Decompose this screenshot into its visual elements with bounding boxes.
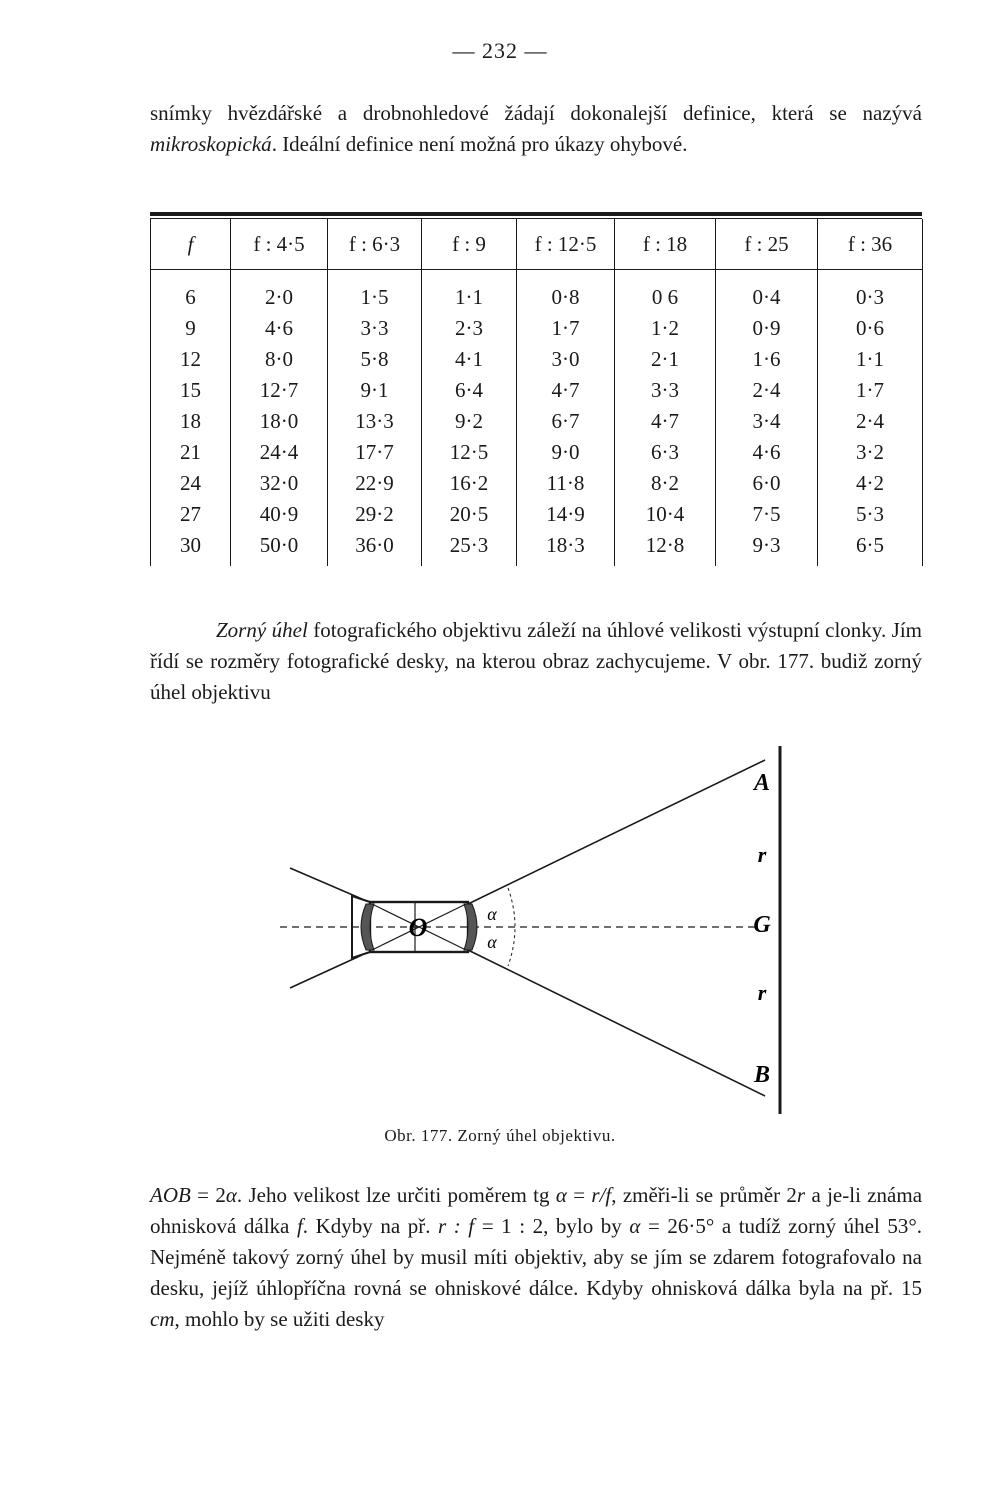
p3-eq: =: [566, 1183, 592, 1207]
table-row: [151, 313, 923, 344]
value-cell: 2·0: [231, 270, 328, 314]
value-cell: 16·2: [422, 468, 517, 499]
value-cell: 20·5: [422, 499, 517, 530]
header-cell: f : 25: [716, 219, 818, 270]
table-row: [151, 406, 923, 437]
figure-177: [270, 738, 810, 1118]
table-row: [151, 468, 923, 499]
value-cell: 50·0: [231, 530, 328, 566]
header-cell: f : 12·5: [517, 219, 615, 270]
value-cell: 5·8: [328, 344, 422, 375]
para1-text: snímky hvězdářské a drobnohledové žádají dokonalejší definice, která se nazývá: [150, 101, 922, 125]
value-cell: 0·9: [716, 313, 818, 344]
value-cell: 3·0: [517, 344, 615, 375]
table-row: [151, 344, 923, 375]
p3-cm: cm: [150, 1307, 175, 1331]
value-cell: 40·9: [231, 499, 328, 530]
value-cell: 9·3: [716, 530, 818, 566]
value-cell: 12·7: [231, 375, 328, 406]
table-row: [151, 375, 923, 406]
p3-t5: . Kdyby na př.: [302, 1214, 439, 1238]
table-row: [151, 499, 923, 530]
header-cell: f : 4·5: [231, 219, 328, 270]
header-cell: f : 18: [615, 219, 716, 270]
lens-diagram: [270, 738, 810, 1118]
p3-rf2: r : f: [438, 1214, 475, 1238]
para1-text-end: . Ideální definice není možná pro úkazy ohybové.: [271, 132, 688, 156]
value-cell: 11·8: [517, 468, 615, 499]
value-cell: 4·7: [517, 375, 615, 406]
value-cell: 0·3: [818, 270, 923, 314]
label-G: G: [753, 912, 771, 938]
value-cell: 12·5: [422, 437, 517, 468]
ray-incoming-top: [290, 868, 362, 899]
focal-length-cell: 6: [151, 270, 231, 314]
header-cell: f : 36: [818, 219, 923, 270]
value-cell: 1·1: [422, 270, 517, 314]
label-alpha-top: α: [487, 904, 497, 924]
value-cell: 6·7: [517, 406, 615, 437]
focal-length-cell: 30: [151, 530, 231, 566]
focal-length-cell: 9: [151, 313, 231, 344]
header-cell: f : 6·3: [328, 219, 422, 270]
p3-rf: r/f: [591, 1183, 612, 1207]
focal-length-cell: 24: [151, 468, 231, 499]
value-cell: 36·0: [328, 530, 422, 566]
p3-aob: AOB: [150, 1183, 191, 1207]
value-cell: 3·4: [716, 406, 818, 437]
label-r-top: r: [757, 842, 767, 867]
paragraph-definition: [150, 98, 922, 160]
lens-front-element: [361, 904, 374, 950]
p3-t1: = 2: [190, 1183, 226, 1207]
value-cell: 18·0: [231, 406, 328, 437]
value-cell: 8·2: [615, 468, 716, 499]
para2-text: fotografického objektivu záleží na úhlové velikosti výstupní clonky. Jím řídí se rozměry fotografické desky, na kterou obraz zachycujeme. V obr. 177. budiž zorný úhel objektivu: [150, 618, 923, 704]
p3-t8: , mohlo by se užiti desky: [174, 1307, 385, 1331]
value-cell: 4·7: [615, 406, 716, 437]
value-cell: 4·1: [422, 344, 517, 375]
focal-length-cell: 18: [151, 406, 231, 437]
label-B: B: [753, 1062, 771, 1088]
value-cell: 12·8: [615, 530, 716, 566]
value-cell: 24·4: [231, 437, 328, 468]
p3-alpha2: α: [555, 1183, 567, 1207]
value-cell: 1·7: [818, 375, 923, 406]
value-cell: 0·4: [716, 270, 818, 314]
value-cell: 3·2: [818, 437, 923, 468]
value-cell: 25·3: [422, 530, 517, 566]
value-cell: 1·2: [615, 313, 716, 344]
value-cell: 10·4: [615, 499, 716, 530]
label-A: A: [753, 770, 771, 796]
para1-italic-term: mikroskopická: [150, 132, 272, 156]
value-cell: 29·2: [328, 499, 422, 530]
value-cell: 6·0: [716, 468, 818, 499]
value-cell: 0 6: [615, 270, 716, 314]
p3-t2: . Jeho velikost lze určiti poměrem tg: [236, 1183, 556, 1207]
value-cell: 4·6: [231, 313, 328, 344]
value-cell: 6·4: [422, 375, 517, 406]
ray-to-B: [468, 950, 765, 1096]
value-cell: 6·3: [615, 437, 716, 468]
value-cell: 1·6: [716, 344, 818, 375]
value-cell: 32·0: [231, 468, 328, 499]
table-row: [151, 530, 923, 566]
focal-length-cell: 21: [151, 437, 231, 468]
value-cell: 17·7: [328, 437, 422, 468]
ray-incoming-bottom: [290, 955, 362, 988]
value-cell: 2·4: [818, 406, 923, 437]
data-table: [150, 219, 923, 566]
table-top-rule: [150, 212, 922, 216]
p3-r: r: [796, 1183, 806, 1207]
value-cell: 2·1: [615, 344, 716, 375]
figure-caption: Obr. 177. Zorný úhel objektivu.: [384, 1126, 616, 1145]
table-body: [151, 270, 923, 567]
value-cell: 8·0: [231, 344, 328, 375]
value-cell: 13·3: [328, 406, 422, 437]
value-cell: 0·8: [517, 270, 615, 314]
p3-alpha3: α: [629, 1214, 641, 1238]
value-cell: 14·9: [517, 499, 615, 530]
p3-f: f: [296, 1214, 303, 1238]
value-cell: 1·5: [328, 270, 422, 314]
value-cell: 9·0: [517, 437, 615, 468]
label-r-bottom: r: [757, 980, 767, 1005]
value-cell: 9·1: [328, 375, 422, 406]
p3-t7: = 26·5° a tudíž zorný úhel 53°. Nejméně takový zorný úhel by musil míti objektiv, aby se jím se zdarem fotografovalo na desku, jejíž úhlopříčna rovná se ohniskové dálce. Kdyby ohnisková dálka byla na př. 15: [150, 1214, 923, 1300]
table-row: [151, 270, 923, 314]
value-cell: 22·9: [328, 468, 422, 499]
p3-t3: , změři-li se průměr 2: [611, 1183, 797, 1207]
page-number: — 232 —: [452, 38, 548, 63]
p3-t6: = 1 : 2, bylo by: [474, 1214, 630, 1238]
paragraph-angle-calculation: [150, 1180, 922, 1335]
paragraph-field-of-view: [150, 615, 922, 708]
focal-length-cell: 27: [151, 499, 231, 530]
ray-to-A: [468, 760, 765, 904]
value-cell: 2·4: [716, 375, 818, 406]
value-cell: 3·3: [615, 375, 716, 406]
focal-length-cell: 15: [151, 375, 231, 406]
header-cell: f : 9: [422, 219, 517, 270]
p3-t4: a je-li známa ohnisková dálka: [150, 1183, 923, 1238]
table-header-row: [151, 219, 923, 270]
value-cell: 18·3: [517, 530, 615, 566]
label-O: O: [408, 913, 428, 942]
value-cell: 5·3: [818, 499, 923, 530]
value-cell: 9·2: [422, 406, 517, 437]
focal-length-cell: 12: [151, 344, 231, 375]
value-cell: 4·2: [818, 468, 923, 499]
value-cell: 7·5: [716, 499, 818, 530]
para2-italic-term: Zorný úhel: [216, 618, 308, 642]
table-row: [151, 437, 923, 468]
label-alpha-bottom: α: [487, 932, 497, 952]
value-cell: 6·5: [818, 530, 923, 566]
aperture-table: [150, 212, 922, 566]
header-cell: f: [151, 219, 231, 270]
value-cell: 2·3: [422, 313, 517, 344]
value-cell: 0·6: [818, 313, 923, 344]
value-cell: 1·1: [818, 344, 923, 375]
p3-alpha1: α: [225, 1183, 237, 1207]
value-cell: 1·7: [517, 313, 615, 344]
value-cell: 4·6: [716, 437, 818, 468]
value-cell: 3·3: [328, 313, 422, 344]
